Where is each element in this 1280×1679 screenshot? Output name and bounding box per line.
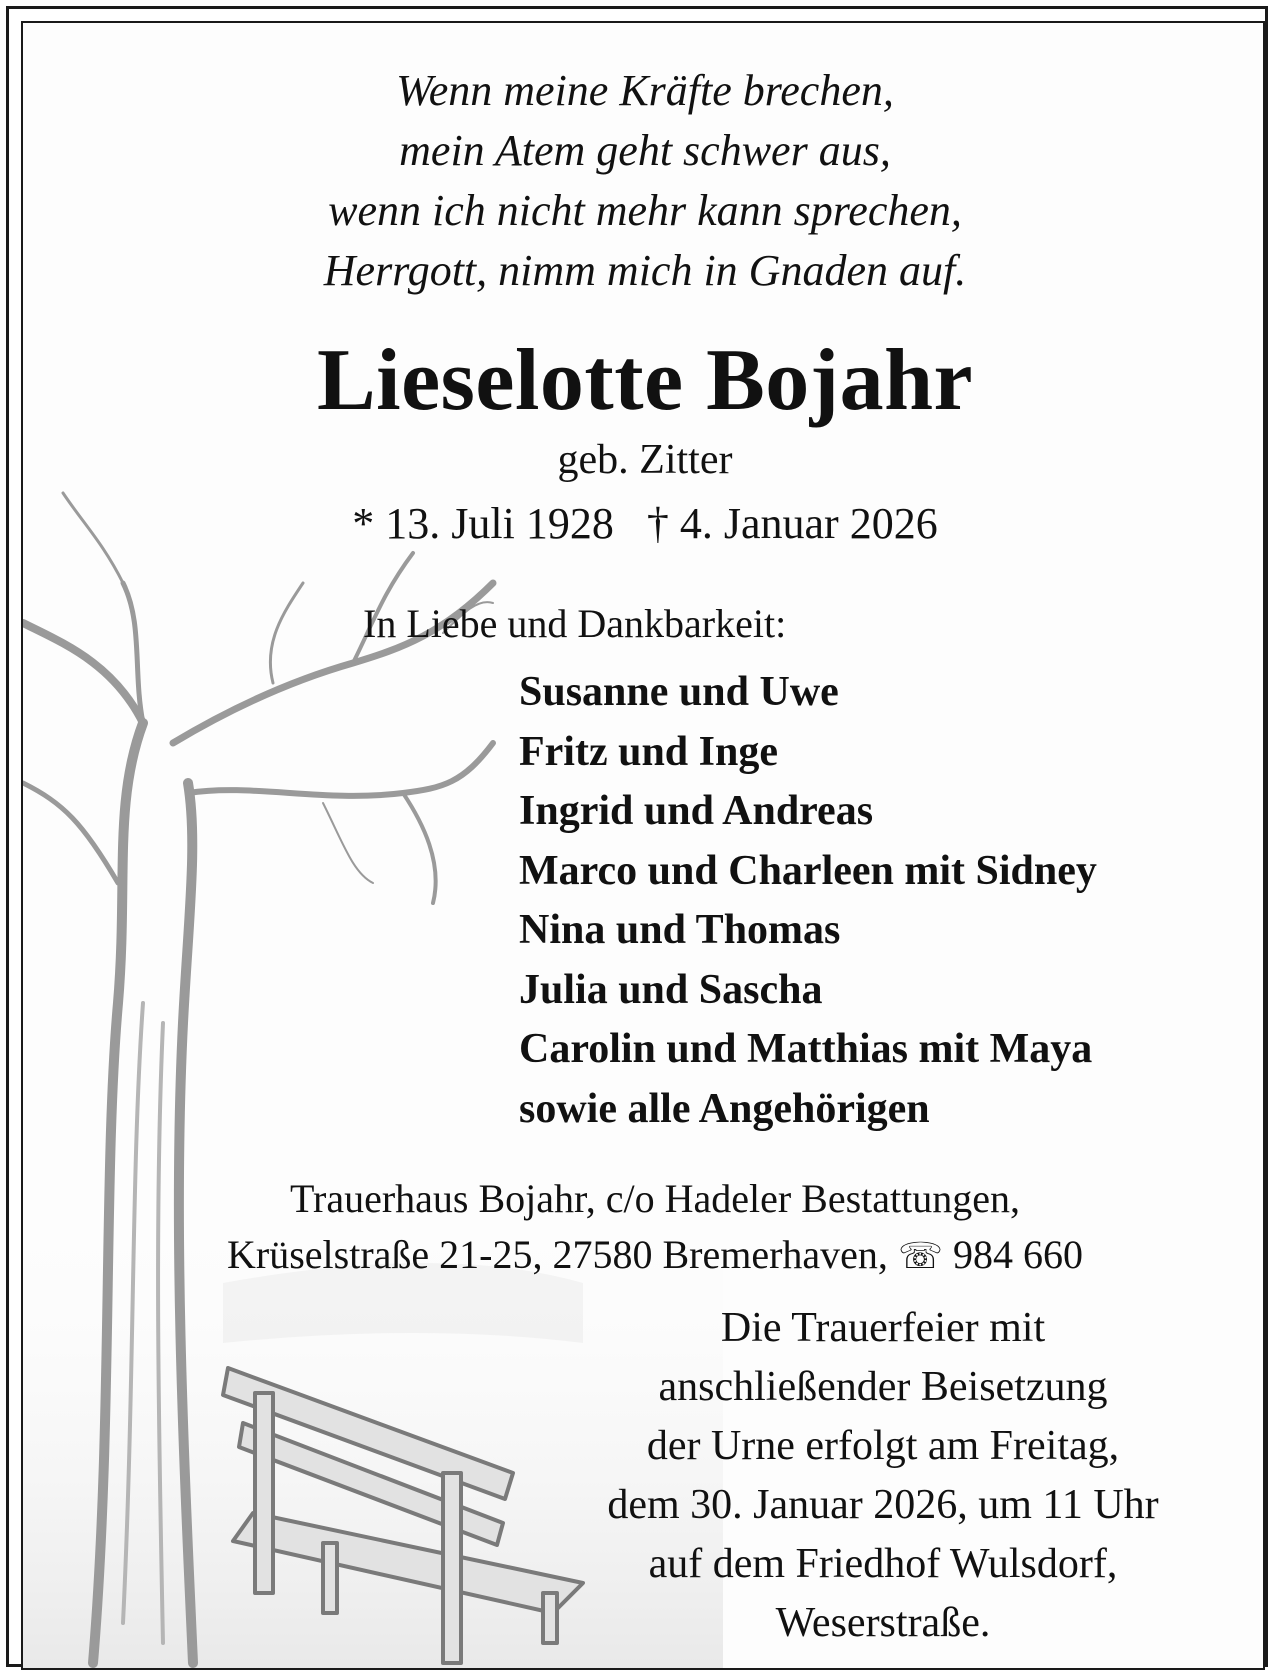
address-street: Krüselstraße 21-25, 27580 Bremerhaven,: [227, 1232, 888, 1277]
deceased-name: Lieselotte Bojahr: [316, 332, 974, 429]
mourner-entry: Ingrid und Andreas: [519, 788, 874, 834]
phone-number: 984 660: [952, 1232, 1083, 1277]
address-line-with-phone: [33, 1227, 1265, 1285]
mourner-entry: Nina und Thomas: [519, 907, 841, 953]
birth-name: geb. Zitter: [557, 437, 733, 483]
poem-line: wenn ich nicht mehr kann sprechen,: [328, 186, 962, 235]
address-line: Trauerhaus Bojahr, c/o Hadeler Bestattungen,: [289, 1176, 1021, 1221]
mourner-entry: Fritz und Inge: [519, 728, 779, 775]
mourner-entry: Julia und Sascha: [519, 966, 823, 1013]
thanks-line: In Liebe und Dankbarkeit:: [363, 601, 787, 646]
ceremony-line: Weserstraße.: [775, 1600, 991, 1646]
ceremony-line: anschließender Beisetzung: [658, 1364, 1108, 1410]
poem-line: mein Atem geht schwer aus,: [399, 126, 891, 175]
poem-line: Herrgott, nimm mich in Gnaden auf.: [323, 246, 967, 295]
mourner-entry: Marco und Charleen mit Sidney: [519, 847, 1097, 894]
obituary-card: [21, 21, 1265, 1670]
mourner-entry: Carolin und Matthias mit Maya: [519, 1026, 1093, 1072]
mourners-list: [519, 663, 1097, 1139]
ceremony-line: dem 30. Januar 2026, um 11 Uhr: [607, 1482, 1159, 1528]
life-dates: * 13. Juli 1928 † 4. Januar 2026: [352, 499, 938, 548]
poem: [23, 61, 1265, 301]
mourner-entry: Susanne und Uwe: [519, 669, 839, 715]
ceremony-line: Die Trauerfeier mit: [720, 1305, 1046, 1351]
funeral-ceremony-info: [543, 1299, 1223, 1653]
poem-line: Wenn meine Kräfte brechen,: [396, 66, 894, 115]
telephone-icon: ☏: [897, 1236, 943, 1277]
mourner-entry: sowie alle Angehörigen: [519, 1085, 930, 1132]
mourning-house-address: [23, 1171, 1265, 1285]
ceremony-line: auf dem Friedhof Wulsdorf,: [648, 1541, 1118, 1587]
ceremony-line: der Urne erfolgt am Freitag,: [646, 1423, 1120, 1469]
obituary-outer-border: [6, 6, 1268, 1667]
